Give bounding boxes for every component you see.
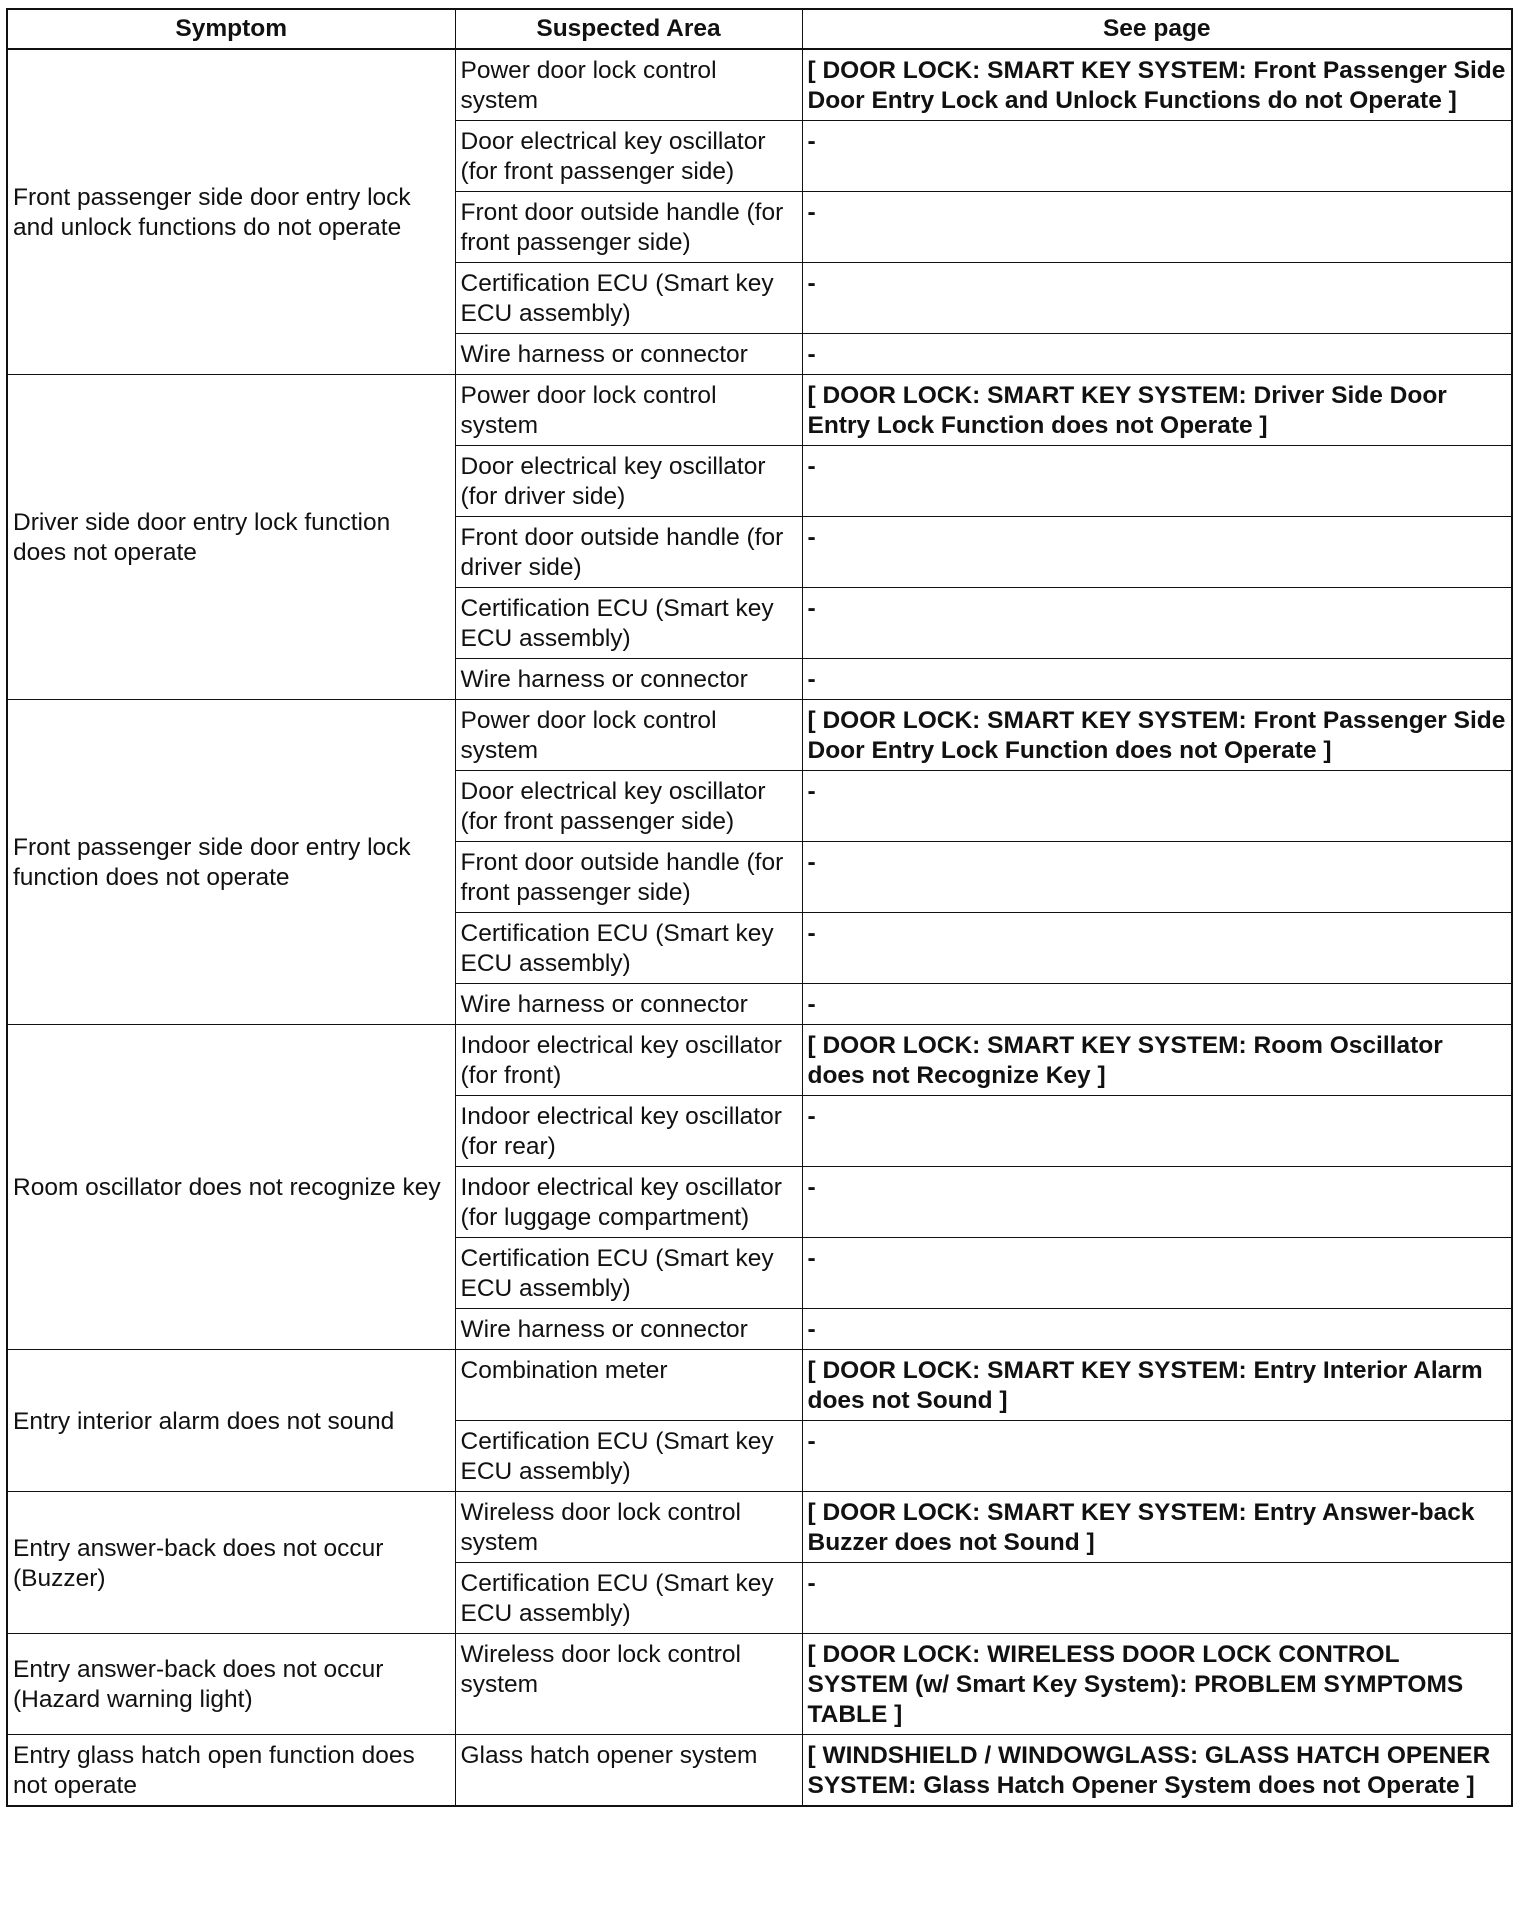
see-page-cell: - [802, 588, 1512, 659]
suspected-area-cell: Wireless door lock control system [455, 1634, 802, 1735]
header-see-page: See page [802, 9, 1512, 49]
see-page-cell: - [802, 1238, 1512, 1309]
see-page-cell: [ DOOR LOCK: SMART KEY SYSTEM: Entry Answer-back Buzzer does not Sound ] [802, 1492, 1512, 1563]
see-page-cell: - [802, 263, 1512, 334]
suspected-area-cell: Power door lock control system [455, 375, 802, 446]
see-page-cell: [ DOOR LOCK: SMART KEY SYSTEM: Front Passenger Side Door Entry Lock Function does not Operate ] [802, 700, 1512, 771]
see-page-cell: - [802, 913, 1512, 984]
table-row [7, 1492, 1512, 1563]
table-row [7, 700, 1512, 771]
header-suspected-area: Suspected Area [455, 9, 802, 49]
see-page-cell: [ DOOR LOCK: SMART KEY SYSTEM: Room Oscillator does not Recognize Key ] [802, 1025, 1512, 1096]
see-page-cell: - [802, 984, 1512, 1025]
suspected-area-cell: Certification ECU (Smart key ECU assembly) [455, 263, 802, 334]
suspected-area-cell: Power door lock control system [455, 700, 802, 771]
table-row [7, 1025, 1512, 1096]
suspected-area-cell: Wire harness or connector [455, 334, 802, 375]
symptom-cell: Entry interior alarm does not sound [7, 1350, 455, 1492]
suspected-area-cell: Certification ECU (Smart key ECU assembly) [455, 913, 802, 984]
suspected-area-cell: Front door outside handle (for front passenger side) [455, 192, 802, 263]
see-page-cell: - [802, 1309, 1512, 1350]
symptom-cell: Driver side door entry lock function does not operate [7, 375, 455, 700]
table-row [7, 1634, 1512, 1735]
see-page-cell: - [802, 192, 1512, 263]
suspected-area-cell: Indoor electrical key oscillator (for front) [455, 1025, 802, 1096]
see-page-cell: - [802, 842, 1512, 913]
symptom-cell: Room oscillator does not recognize key [7, 1025, 455, 1350]
see-page-cell: [ DOOR LOCK: SMART KEY SYSTEM: Entry Interior Alarm does not Sound ] [802, 1350, 1512, 1421]
suspected-area-cell: Glass hatch opener system [455, 1735, 802, 1807]
see-page-cell: - [802, 771, 1512, 842]
symptom-cell: Front passenger side door entry lock and unlock functions do not operate [7, 49, 455, 375]
see-page-cell: [ DOOR LOCK: WIRELESS DOOR LOCK CONTROL SYSTEM (w/ Smart Key System): PROBLEM SYMPTOMS TABLE ] [802, 1634, 1512, 1735]
symptom-cell: Entry answer-back does not occur (Buzzer) [7, 1492, 455, 1634]
see-page-cell: - [802, 1167, 1512, 1238]
see-page-cell: - [802, 517, 1512, 588]
see-page-cell: - [802, 1563, 1512, 1634]
suspected-area-cell: Certification ECU (Smart key ECU assembly) [455, 1238, 802, 1309]
table-row [7, 49, 1512, 121]
suspected-area-cell: Door electrical key oscillator (for front passenger side) [455, 121, 802, 192]
table-row [7, 1350, 1512, 1421]
suspected-area-cell: Certification ECU (Smart key ECU assembly) [455, 1563, 802, 1634]
suspected-area-cell: Wireless door lock control system [455, 1492, 802, 1563]
header-row [7, 9, 1512, 49]
suspected-area-cell: Door electrical key oscillator (for front passenger side) [455, 771, 802, 842]
suspected-area-cell: Door electrical key oscillator (for driver side) [455, 446, 802, 517]
suspected-area-cell: Certification ECU (Smart key ECU assembly) [455, 588, 802, 659]
symptom-cell: Front passenger side door entry lock function does not operate [7, 700, 455, 1025]
see-page-cell: [ DOOR LOCK: SMART KEY SYSTEM: Driver Side Door Entry Lock Function does not Operate ] [802, 375, 1512, 446]
suspected-area-cell: Indoor electrical key oscillator (for luggage compartment) [455, 1167, 802, 1238]
see-page-cell: - [802, 121, 1512, 192]
suspected-area-cell: Wire harness or connector [455, 1309, 802, 1350]
suspected-area-cell: Indoor electrical key oscillator (for rear) [455, 1096, 802, 1167]
suspected-area-cell: Front door outside handle (for driver side) [455, 517, 802, 588]
problem-symptoms-table [6, 8, 1513, 1807]
table-row [7, 1735, 1512, 1807]
header-symptom: Symptom [7, 9, 455, 49]
suspected-area-cell: Certification ECU (Smart key ECU assembly) [455, 1421, 802, 1492]
table-body [7, 49, 1512, 1806]
symptom-cell: Entry glass hatch open function does not operate [7, 1735, 455, 1807]
suspected-area-cell: Power door lock control system [455, 49, 802, 121]
see-page-cell: [ DOOR LOCK: SMART KEY SYSTEM: Front Passenger Side Door Entry Lock and Unlock Functions do not Operate ] [802, 49, 1512, 121]
see-page-cell: - [802, 446, 1512, 517]
suspected-area-cell: Front door outside handle (for front passenger side) [455, 842, 802, 913]
suspected-area-cell: Wire harness or connector [455, 659, 802, 700]
see-page-cell: - [802, 1096, 1512, 1167]
see-page-cell: - [802, 1421, 1512, 1492]
suspected-area-cell: Combination meter [455, 1350, 802, 1421]
see-page-cell: [ WINDSHIELD / WINDOWGLASS: GLASS HATCH OPENER SYSTEM: Glass Hatch Opener System does not Operate ] [802, 1735, 1512, 1807]
see-page-cell: - [802, 659, 1512, 700]
see-page-cell: - [802, 334, 1512, 375]
symptom-cell: Entry answer-back does not occur (Hazard warning light) [7, 1634, 455, 1735]
table-row [7, 375, 1512, 446]
suspected-area-cell: Wire harness or connector [455, 984, 802, 1025]
